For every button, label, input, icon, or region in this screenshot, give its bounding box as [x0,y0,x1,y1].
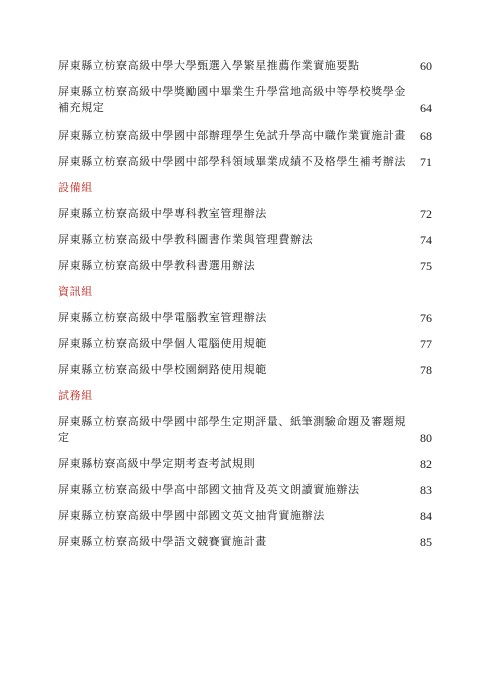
toc-entry-page: 83 [420,483,432,497]
toc-entry-page: 71 [420,155,432,169]
toc-entry[interactable] [58,482,432,498]
toc-entry-title: 屏東縣立枋寮高級中學國中部國文英文抽背實施辦法 [58,509,325,522]
toc-entry-title: 屏東縣立枋寮高級中學電腦教室管理辦法 [58,311,267,324]
toc-entry-page: 74 [420,233,432,247]
toc-entry-page: 72 [420,207,432,221]
toc-entry[interactable] [58,362,432,378]
toc-entry[interactable] [58,310,432,326]
toc-entry-title: 屏東縣枋寮高級中學定期考查考試規則 [58,457,256,470]
toc-entry[interactable] [58,414,432,446]
toc-entry-title: 屏東縣立枋寮高級中學國中部學生定期評量、紙筆測驗命題及審題規定 [58,415,406,444]
toc-entry-title: 屏東縣立枋寮高級中學國中部辦理學生免試升學高中職作業實施計畫 [58,129,406,142]
toc-entry[interactable] [58,534,432,550]
toc-entry[interactable] [58,154,432,170]
toc-entry[interactable] [58,508,432,524]
toc-entry-page: 64 [420,101,432,115]
toc-entry-page: 85 [420,535,432,549]
toc-entry-page: 77 [420,337,432,351]
toc-entry-title: 屏東縣立枋寮高級中學高中部國文抽背及英文朗讀實施辦法 [58,483,360,496]
toc-entry-title: 屏東縣立枋寮高級中學教科圖書作業與管理費辦法 [58,233,314,246]
toc-entry[interactable] [58,336,432,352]
toc-entry[interactable] [58,84,432,116]
toc-entry-title: 屏東縣立枋寮高級中學獎勵國中畢業生升學當地高級中等學校獎學金補充規定 [58,85,406,114]
toc-entry[interactable] [58,258,432,274]
toc-entry-page: 80 [420,431,432,445]
section-heading-equipment: 設備組 [58,181,93,194]
toc-entry-title: 屏東縣立枋寮高級中學專科教室管理辦法 [58,207,267,220]
toc-entry-title: 屏東縣立枋寮高級中學校園網路使用規範 [58,363,267,376]
toc-entry-title: 屏東縣立枋寮高級中學教科書選用辦法 [58,259,256,272]
toc-entry-title: 屏東縣立枋寮高級中學大學甄選入學繁星推薦作業實施要點 [58,59,360,72]
toc-entry-title: 屏東縣立枋寮高級中學個人電腦使用規範 [58,337,267,350]
toc-entry[interactable] [58,128,432,144]
toc-entry-page: 82 [420,457,432,471]
section-heading-exams: 試務組 [58,389,93,402]
toc-entry[interactable] [58,206,432,222]
toc-entry-title: 屏東縣立枋寮高級中學語文競賽實施計畫 [58,535,267,548]
toc-entry-page: 76 [420,311,432,325]
toc-entry[interactable] [58,58,432,74]
toc-entry-page: 68 [420,129,432,143]
toc-entry-page: 84 [420,509,432,523]
toc-entry-page: 75 [420,259,432,273]
toc-entry-page: 78 [420,363,432,377]
toc-entry-page: 60 [420,59,432,73]
section-heading-information: 資訊組 [58,285,93,298]
toc-entry-title: 屏東縣立枋寮高級中學國中部學科領域畢業成績不及格學生補考辦法 [58,155,406,168]
toc-entry[interactable] [58,456,432,472]
toc-entry[interactable] [58,232,432,248]
